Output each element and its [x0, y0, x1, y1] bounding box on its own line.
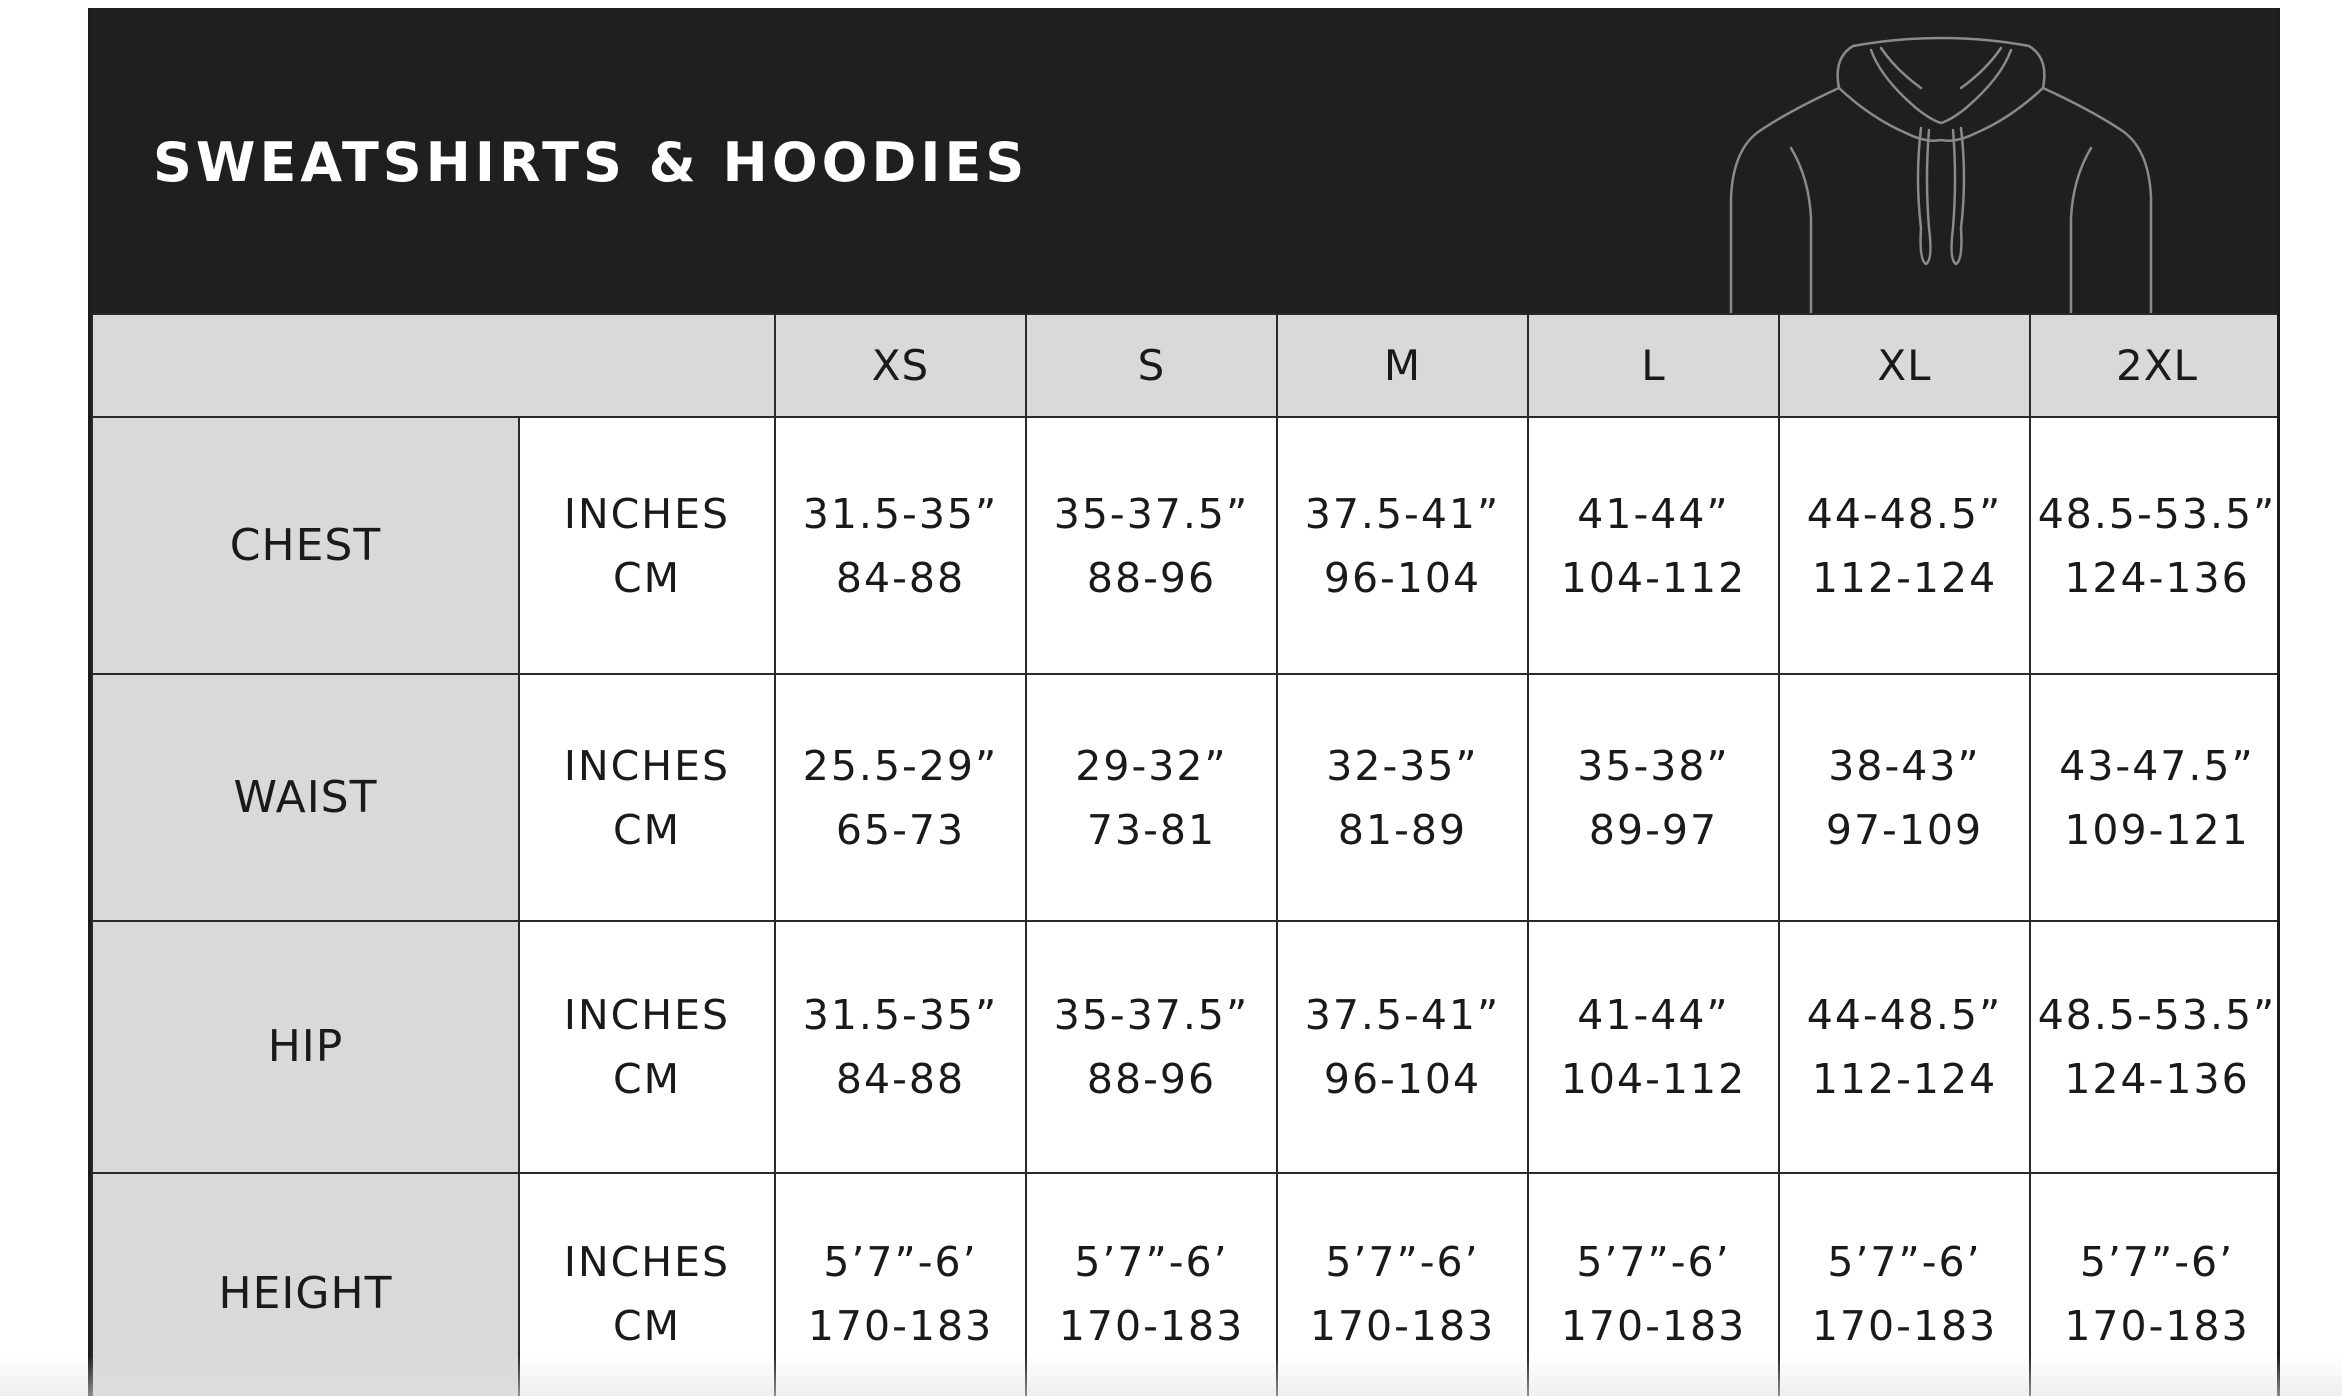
value-inches: 35-37.5” — [1053, 489, 1250, 538]
measure-label: HEIGHT — [92, 1173, 519, 1396]
value-cm: 170-183 — [1560, 1302, 1747, 1350]
value-cm: 170-183 — [1058, 1302, 1245, 1350]
value-cell — [775, 1173, 1026, 1396]
value-cm: 112-124 — [1811, 553, 1998, 602]
unit-cell — [519, 417, 775, 674]
value-cell — [2030, 674, 2280, 921]
value-cm: 84-88 — [835, 1055, 966, 1103]
unit-inches-label: INCHES — [563, 1238, 731, 1286]
value-cell — [1528, 674, 1779, 921]
header-blank-cell — [92, 314, 775, 417]
value-cm: 112-124 — [1811, 1055, 1998, 1103]
size-header-xl: XL — [1779, 314, 2030, 417]
value-cell — [2030, 921, 2280, 1173]
value-cell — [775, 921, 1026, 1173]
value-cm: 104-112 — [1560, 553, 1747, 602]
measure-label: CHEST — [92, 417, 519, 674]
value-inches: 32-35” — [1326, 741, 1479, 790]
size-header-l: L — [1528, 314, 1779, 417]
value-inches: 25.5-29” — [802, 741, 999, 790]
table-row-hip — [92, 921, 2280, 1173]
value-cm: 104-112 — [1560, 1055, 1747, 1103]
value-inches: 38-43” — [1828, 741, 1981, 790]
value-inches: 5’7”-6’ — [1576, 1238, 1731, 1286]
value-inches: 48.5-53.5” — [2037, 489, 2277, 538]
unit-cell — [519, 921, 775, 1173]
value-cm: 65-73 — [835, 805, 966, 854]
value-inches: 29-32” — [1075, 741, 1228, 790]
size-header-xs: XS — [775, 314, 1026, 417]
table-row-waist — [92, 674, 2280, 921]
unit-cm-label: CM — [612, 553, 681, 602]
size-header-m: M — [1277, 314, 1528, 417]
value-inches: 41-44” — [1577, 991, 1730, 1039]
value-cm: 81-89 — [1337, 805, 1468, 854]
value-cm: 170-183 — [1309, 1302, 1496, 1350]
size-header-2xl: 2XL — [2030, 314, 2280, 417]
value-inches: 5’7”-6’ — [2079, 1238, 2235, 1286]
value-cell — [1277, 674, 1528, 921]
value-cell — [1528, 921, 1779, 1173]
unit-inches-label: INCHES — [563, 489, 731, 538]
value-cell — [1026, 417, 1277, 674]
value-cell — [1779, 1173, 2030, 1396]
value-inches: 31.5-35” — [802, 489, 999, 538]
value-cell — [1277, 1173, 1528, 1396]
value-inches: 43-47.5” — [2059, 741, 2255, 790]
value-cm: 109-121 — [2064, 805, 2250, 854]
value-inches: 44-48.5” — [1806, 489, 2003, 538]
value-inches: 5’7”-6’ — [1325, 1238, 1480, 1286]
value-cell — [1277, 921, 1528, 1173]
value-cm: 96-104 — [1323, 553, 1482, 602]
value-inches: 35-37.5” — [1053, 991, 1250, 1039]
value-cell — [1528, 1173, 1779, 1396]
value-cm: 124-136 — [2064, 553, 2250, 602]
table-row-height — [92, 1173, 2280, 1396]
value-cm: 124-136 — [2064, 1055, 2250, 1103]
value-cell — [1528, 417, 1779, 674]
value-inches: 41-44” — [1577, 489, 1730, 538]
hoodie-outline-icon — [1721, 28, 2161, 313]
value-cm: 88-96 — [1086, 1055, 1217, 1103]
value-cm: 170-183 — [1811, 1302, 1998, 1350]
value-inches: 37.5-41” — [1304, 991, 1501, 1039]
unit-cm-label: CM — [612, 805, 681, 854]
value-inches: 37.5-41” — [1304, 489, 1501, 538]
unit-cm-label: CM — [612, 1055, 681, 1103]
value-cm: 73-81 — [1086, 805, 1217, 854]
value-inches: 5’7”-6’ — [1074, 1238, 1229, 1286]
value-cell — [1779, 921, 2030, 1173]
unit-inches-label: INCHES — [563, 741, 731, 790]
unit-cell — [519, 674, 775, 921]
value-cell — [2030, 417, 2280, 674]
measure-label: WAIST — [92, 674, 519, 921]
value-inches: 5’7”-6’ — [823, 1238, 978, 1286]
value-cm: 97-109 — [1825, 805, 1984, 854]
value-inches: 44-48.5” — [1806, 991, 2003, 1039]
value-cell — [1026, 674, 1277, 921]
value-cell — [1779, 674, 2030, 921]
value-cm: 84-88 — [835, 553, 966, 602]
size-chart — [88, 8, 2280, 1396]
value-cell — [1277, 417, 1528, 674]
size-header-s: S — [1026, 314, 1277, 417]
value-cm: 96-104 — [1323, 1055, 1482, 1103]
table-row-chest — [92, 417, 2280, 674]
header-banner — [91, 8, 2277, 313]
value-inches: 5’7”-6’ — [1827, 1238, 1982, 1286]
unit-cm-label: CM — [612, 1302, 681, 1350]
value-cm: 170-183 — [807, 1302, 994, 1350]
value-cell — [1026, 921, 1277, 1173]
value-cell — [1026, 1173, 1277, 1396]
measure-label: HIP — [92, 921, 519, 1173]
size-header-row — [92, 314, 2280, 417]
unit-inches-label: INCHES — [563, 991, 731, 1039]
value-cm: 88-96 — [1086, 553, 1217, 602]
value-inches: 35-38” — [1577, 741, 1730, 790]
value-cell — [2030, 1173, 2280, 1396]
value-cm: 170-183 — [2064, 1302, 2250, 1350]
chart-title: SWEATSHIRTS & HOODIES — [153, 131, 1029, 194]
value-cell — [775, 417, 1026, 674]
value-cell — [1779, 417, 2030, 674]
size-table — [91, 313, 2280, 1396]
value-inches: 31.5-35” — [802, 991, 999, 1039]
unit-cell — [519, 1173, 775, 1396]
value-inches: 48.5-53.5” — [2037, 991, 2277, 1039]
value-cm: 89-97 — [1588, 805, 1719, 854]
value-cell — [775, 674, 1026, 921]
